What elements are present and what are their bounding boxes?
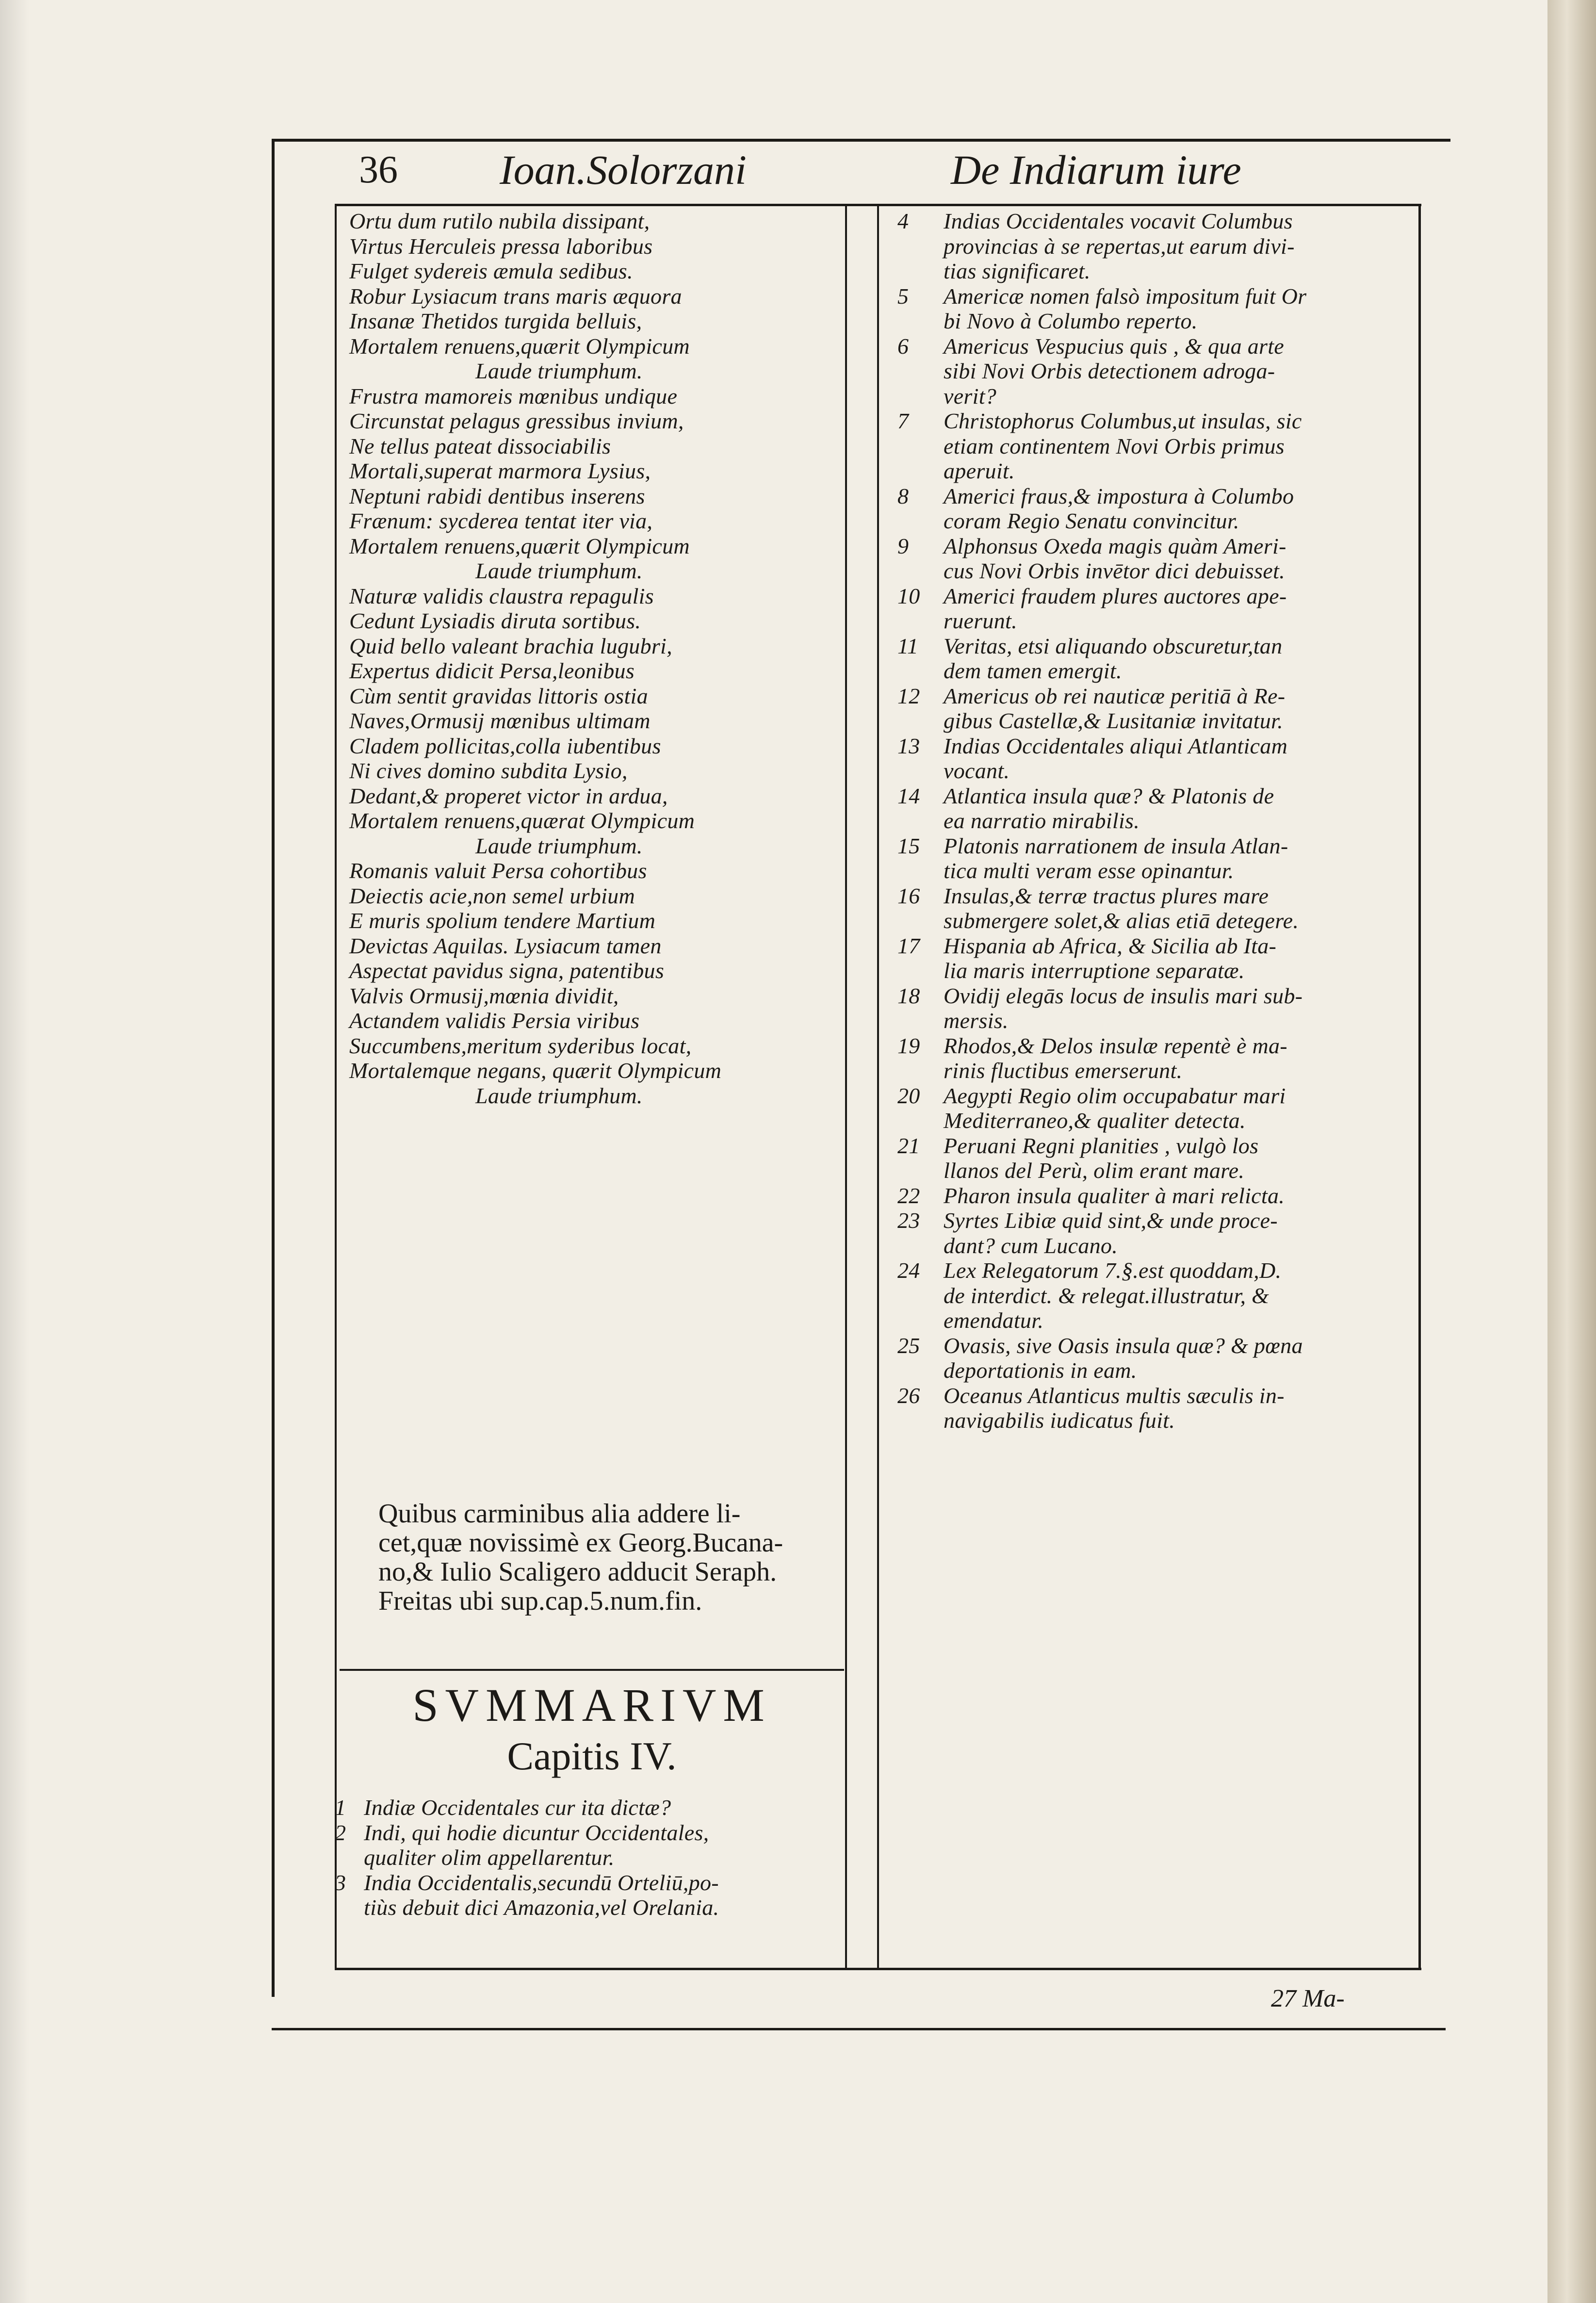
summary-entry-number (897, 234, 944, 259)
summary-entry-number: 13 (897, 733, 920, 758)
summary-entry-text: submergere solet,& alias etiā detegere. (944, 908, 1299, 933)
summary-title: SVMMARIVM (412, 1679, 771, 1731)
summary-entry-number (335, 1895, 364, 1920)
summary-entry-text: Alphonsus Oxeda magis quàm Ameri- (944, 533, 1287, 558)
summary-entry-line (897, 684, 1417, 709)
summary-entry-line (897, 534, 1417, 559)
summary-entry-line (897, 933, 1417, 959)
summary-entry-number: 19 (897, 1033, 920, 1058)
poem-line: Quid bello valeant brachia lugubri, (349, 633, 672, 658)
summary-entry-text: Mediterraneo,& qualiter detecta. (944, 1108, 1246, 1133)
summary-entry-text: Americi fraus,& impostura à Columbo (944, 483, 1294, 508)
summary-entry-number (335, 1845, 364, 1870)
summary-entry-number (897, 808, 944, 833)
left-column-poem (349, 209, 843, 1108)
prose-line: cet,quæ novissimè ex Georg.Bucana- (378, 1528, 783, 1558)
summary-entry-number: 23 (897, 1208, 920, 1233)
header-rule-right (868, 139, 1450, 142)
left-column-prose (378, 1499, 844, 1620)
summary-entry-line (897, 1333, 1417, 1358)
frame-center-right (877, 204, 879, 1970)
poem-line: Valvis Ormusij,mœnia dividit, (349, 983, 619, 1008)
poem-line: Naturæ validis claustra repagulis (349, 583, 654, 608)
summary-entry-line (897, 833, 1417, 859)
summary-entry-number (897, 458, 944, 484)
summary-entry-number (897, 1283, 944, 1308)
summary-entry-number (897, 1108, 944, 1133)
prose-line: Freitas ubi sup.cap.5.num.fin. (378, 1586, 702, 1616)
summary-entry-number (897, 1058, 944, 1083)
summary-entry-line (897, 908, 1417, 933)
summary-entry-text: emendatur. (944, 1308, 1044, 1333)
summary-entry-text: Veritas, etsi aliquando obscuretur,tan (944, 633, 1283, 658)
summary-entry-line (897, 858, 1417, 883)
poem-line: Ne tellus pateat dissociabilis (349, 433, 611, 458)
summary-entry-number: 26 (897, 1383, 920, 1408)
summary-entry-text: Atlantica insula quæ? & Platonis de (944, 783, 1274, 808)
footer-rule (272, 2028, 1446, 2030)
summary-entry-number (897, 384, 944, 409)
summary-entry-number: 9 (897, 533, 909, 558)
summary-entry-line (897, 434, 1417, 459)
summary-entry-line (897, 1033, 1417, 1059)
summary-entry-text: Oceanus Atlanticus multis sæculis in- (944, 1383, 1285, 1408)
poem-line: Frænum: sycderea tentat iter via, (349, 508, 653, 533)
summary-entry-line (897, 259, 1417, 284)
summary-entry-line (897, 1283, 1417, 1308)
summary-entry-number (897, 359, 944, 384)
summary-entry-text: ruerunt. (944, 608, 1017, 633)
summary-entry-number (897, 558, 944, 584)
summary-entry-text: Ovasis, sive Oasis insula quæ? & pœna (944, 1333, 1303, 1358)
summary-entry-line (897, 1358, 1417, 1383)
poem-line: E muris spolium tendere Martium (349, 908, 656, 933)
summary-entry-text: Indias Occidentales vocavit Columbus (944, 209, 1293, 233)
summary-entry-line (897, 408, 1417, 434)
poem-line: Cùm sentit gravidas littoris ostia (349, 683, 648, 708)
summary-entry-line (897, 508, 1417, 534)
running-head-right: De Indiarum iure (951, 147, 1241, 193)
summary-entry-text: Aegypti Regio olim occupabatur mari (944, 1083, 1286, 1108)
summary-entry-text: dant? cum Lucano. (944, 1233, 1118, 1258)
poem-line: Laude triumphum. (475, 558, 643, 583)
summary-entry-line (897, 1158, 1417, 1183)
summary-entry-text: vocant. (944, 758, 1010, 783)
summary-entry-text: Indias Occidentales aliqui Atlanticam (944, 733, 1288, 758)
poem-line: Naves,Ormusij mœnibus ultimam (349, 708, 651, 733)
right-summary-list (897, 209, 1417, 1965)
summary-entry-number (897, 309, 944, 334)
summary-entry-line (897, 484, 1417, 509)
summary-entry-line (897, 1183, 1417, 1209)
summary-entry-text: etiam continentem Novi Orbis primus (944, 433, 1285, 458)
summary-entry-line (897, 784, 1417, 809)
summary-entry-text: Indi, qui hodie dicuntur Occidentales, (364, 1820, 709, 1845)
summary-entry-number (897, 508, 944, 534)
running-head-left: Ioan.Solorzani (500, 147, 747, 193)
summary-entry-text: llanos del Perù, olim erant mare. (944, 1158, 1245, 1183)
summary-entry-line (897, 1308, 1417, 1333)
summary-entry-number: 5 (897, 283, 909, 309)
summary-entry-text: dem tamen emergit. (944, 658, 1122, 683)
summary-entry-text: provincias à se repertas,ut earum divi- (944, 233, 1295, 259)
summary-entry-line (897, 309, 1417, 334)
summary-entry-text: deportationis in eam. (944, 1358, 1137, 1383)
summary-subtitle: Capitis IV. (507, 1734, 677, 1778)
summary-entry-number: 15 (897, 833, 920, 858)
summary-entry-text: qualiter olim appellarentur. (364, 1845, 615, 1870)
summary-entry-number: 21 (897, 1133, 920, 1158)
summary-entry-line (335, 1795, 844, 1820)
summary-entry-text: cus Novi Orbis invētor dici debuisset. (944, 558, 1285, 583)
summary-entry-number (897, 758, 944, 784)
summary-entry-number: 20 (897, 1083, 920, 1108)
page-number: 36 (359, 148, 398, 191)
poem-line: Insanæ Thetidos turgida belluis, (349, 309, 642, 333)
summary-entry-number (897, 908, 944, 933)
poem-line: Mortalem renuens,quærat Olympicum (349, 808, 695, 833)
summary-entry-text: Pharon insula qualiter à mari relicta. (944, 1183, 1285, 1208)
summary-entry-line (897, 1208, 1417, 1233)
summary-entry-line (897, 584, 1417, 609)
poem-line: Laude triumphum. (475, 1083, 643, 1108)
poem-line: Succumbens,meritum syderibus locat, (349, 1033, 692, 1058)
summary-entry-line (897, 1058, 1417, 1083)
summary-entry-text: Christophorus Columbus,ut insulas, sic (944, 408, 1302, 433)
summary-entry-text: tica multi veram esse opinantur. (944, 858, 1234, 883)
summary-entry-number (897, 1008, 944, 1033)
frame-right (1418, 204, 1421, 1970)
frame-center-left (845, 204, 847, 1970)
poem-line: Mortalemque negans, quærit Olympicum (349, 1058, 722, 1083)
header-rule-left (272, 139, 868, 142)
summary-entry-number: 1 (335, 1795, 346, 1820)
summary-entry-number (897, 259, 944, 284)
summary-entry-line (897, 458, 1417, 484)
summary-entry-text: gibus Castellæ,& Lusitaniæ invitatur. (944, 708, 1283, 733)
summary-entry-number: 2 (335, 1820, 346, 1845)
summary-entry-number: 3 (335, 1870, 346, 1895)
summary-entry-line (335, 1820, 844, 1846)
gutter-shadow (0, 0, 29, 2303)
catchword: 27 Ma- (1271, 1985, 1345, 2012)
summary-entry-text: Indiæ Occidentales cur ita dictæ? (364, 1795, 671, 1820)
summary-entry-number: 8 (897, 483, 909, 508)
summary-entry-number: 14 (897, 783, 920, 808)
summary-entry-number (897, 1233, 944, 1258)
summary-entry-text: Ovidij elegās locus de insulis mari sub- (944, 983, 1303, 1008)
summary-entry-line (897, 1383, 1417, 1408)
poem-line: Deiectis acie,non semel urbium (349, 883, 635, 908)
summary-entry-text: rinis fluctibus emerserunt. (944, 1058, 1183, 1083)
summary-entry-line (897, 883, 1417, 909)
summary-entry-line (335, 1895, 844, 1920)
poem-line: Cedunt Lysiadis diruta sortibus. (349, 608, 641, 633)
summary-heading (340, 1679, 844, 1785)
poem-line: Actandem validis Persia viribus (349, 1008, 640, 1033)
poem-line: Dedant,& properet victor in ardua, (349, 783, 668, 808)
poem-line: Ni cives domino subdita Lysio, (349, 758, 628, 783)
summary-entry-number: 17 (897, 933, 920, 958)
summary-entry-number: 24 (897, 1258, 920, 1283)
summary-entry-text: navigabilis iudicatus fuit. (944, 1408, 1175, 1433)
summary-entry-number (897, 1308, 944, 1333)
summary-entry-text: Lex Relegatorum 7.§.est quoddam,D. (944, 1258, 1282, 1283)
poem-line: Mortalem renuens,quærit Olympicum (349, 533, 690, 558)
summary-entry-text: Hispania ab Africa, & Sicilia ab Ita- (944, 933, 1277, 958)
summary-entry-text: Americæ nomen falsò impositum fuit Or (944, 283, 1307, 309)
poem-line: Virtus Herculeis pressa laboribus (349, 233, 653, 259)
summary-entry-text: coram Regio Senatu convincitur. (944, 508, 1239, 533)
page-edge (1547, 0, 1596, 2303)
summary-entry-line (897, 1108, 1417, 1133)
poem-line: Expertus didicit Persa,leonibus (349, 658, 635, 683)
summary-entry-line (897, 234, 1417, 259)
summary-entry-line (897, 808, 1417, 833)
poem-line: Aspectat pavidus signa, patentibus (349, 958, 665, 983)
poem-line: Mortalem renuens,quærit Olympicum (349, 333, 690, 359)
poem-line: Romanis valuit Persa cohortibus (349, 858, 647, 883)
summary-entry-line (897, 209, 1417, 234)
summary-entry-number (897, 608, 944, 634)
summary-entry-number: 12 (897, 683, 920, 708)
summary-entry-text: Americus Vespucius quis , & qua arte (944, 333, 1285, 359)
summary-entry-line (897, 1233, 1417, 1258)
poem-line: Mortali,superat marmora Lysius, (349, 458, 651, 483)
summary-entry-number: 7 (897, 408, 909, 433)
prose-line: Quibus carminibus alia addere li- (378, 1499, 741, 1529)
summary-divider-rule (340, 1669, 844, 1671)
poem-line: Robur Lysiacum trans maris æquora (349, 283, 682, 309)
summary-entry-line (897, 334, 1417, 359)
poem-line: Fulget sydereis æmula sedibus. (349, 259, 633, 283)
frame-outer-left (272, 139, 275, 1997)
summary-entry-line (897, 1258, 1417, 1283)
summary-entry-text: tiùs debuit dici Amazonia,vel Orelania. (364, 1895, 719, 1920)
poem-line: Circunstat pelagus gressibus invium, (349, 408, 684, 433)
summary-entry-text: Peruani Regni planities , vulgò los (944, 1133, 1259, 1158)
summary-entry-line (897, 1133, 1417, 1159)
poem-line: Devictas Aquilas. Lysiacum tamen (349, 933, 662, 958)
summary-entry-line (897, 1008, 1417, 1033)
summary-entry-text: tias significaret. (944, 259, 1091, 283)
summary-entry-number: 10 (897, 583, 920, 608)
summary-entry-text: Syrtes Libiæ quid sint,& unde proce- (944, 1208, 1278, 1233)
frame-bottom-rule (335, 1968, 1421, 1970)
summary-entry-text: aperuit. (944, 458, 1015, 483)
summary-entry-line (897, 634, 1417, 659)
summary-entry-text: ea narratio mirabilis. (944, 808, 1140, 833)
summary-entry-text: Rhodos,& Delos insulæ repentè è ma- (944, 1033, 1287, 1058)
summary-entry-text: Americus ob rei nauticæ peritiā à Re- (944, 683, 1286, 708)
summary-entry-text: Americi fraudem plures auctores ape- (944, 583, 1287, 608)
summary-entry-number (897, 1408, 944, 1433)
poem-line: Ortu dum rutilo nubila dissipant, (349, 209, 650, 233)
summary-entry-text: sibi Novi Orbis detectionem adroga- (944, 359, 1275, 383)
summary-entry-text: bi Novo à Columbo reperto. (944, 309, 1198, 333)
summary-entry-text: verit? (944, 383, 997, 408)
frame-inner-left (335, 204, 337, 1970)
summary-entry-line (897, 284, 1417, 309)
summary-entry-line (335, 1845, 844, 1870)
poem-line: Cladem pollicitas,colla iubentibus (349, 733, 661, 758)
summary-entry-text: lia maris interruptione separatæ. (944, 958, 1245, 983)
summary-entry-text: de interdict. & relegat.illustratur, & (944, 1283, 1270, 1308)
summary-entry-line (897, 384, 1417, 409)
poem-line: Laude triumphum. (475, 833, 643, 858)
summary-entry-text: India Occidentalis,secundū Orteliū,po- (364, 1870, 719, 1895)
summary-entry-line (897, 658, 1417, 684)
summary-entry-line (897, 608, 1417, 634)
summary-entry-text: Insulas,& terræ tractus plures mare (944, 883, 1269, 908)
left-summary-list (335, 1795, 844, 1965)
summary-entry-number: 11 (897, 633, 919, 658)
summary-entry-line (897, 1408, 1417, 1433)
summary-entry-number (897, 434, 944, 459)
summary-entry-number (897, 958, 944, 983)
summary-entry-text: mersis. (944, 1008, 1009, 1033)
poem-line: Laude triumphum. (475, 359, 643, 383)
summary-entry-number (897, 708, 944, 734)
summary-entry-line (897, 558, 1417, 584)
summary-entry-number: 4 (897, 209, 909, 233)
summary-entry-number: 18 (897, 983, 920, 1008)
summary-entry-line (335, 1870, 844, 1895)
summary-entry-line (897, 359, 1417, 384)
summary-entry-number: 6 (897, 333, 909, 359)
summary-entry-line (897, 983, 1417, 1009)
summary-entry-line (897, 758, 1417, 784)
summary-entry-line (897, 734, 1417, 759)
summary-entry-number (897, 858, 944, 883)
summary-entry-number (897, 658, 944, 684)
summary-entry-number (897, 1158, 944, 1183)
summary-entry-number: 25 (897, 1333, 920, 1358)
summary-entry-line (897, 958, 1417, 983)
summary-entry-number: 16 (897, 883, 920, 908)
poem-line: Frustra mamoreis mœnibus undique (349, 383, 678, 408)
poem-line: Neptuni rabidi dentibus inserens (349, 483, 645, 508)
prose-line: no,& Iulio Scaligero adducit Seraph. (378, 1557, 777, 1587)
summary-entry-line (897, 1083, 1417, 1109)
summary-entry-number (897, 1358, 944, 1383)
summary-entry-line (897, 708, 1417, 734)
summary-entry-text: Platonis narrationem de insula Atlan- (944, 833, 1288, 858)
summary-entry-number: 22 (897, 1183, 920, 1208)
